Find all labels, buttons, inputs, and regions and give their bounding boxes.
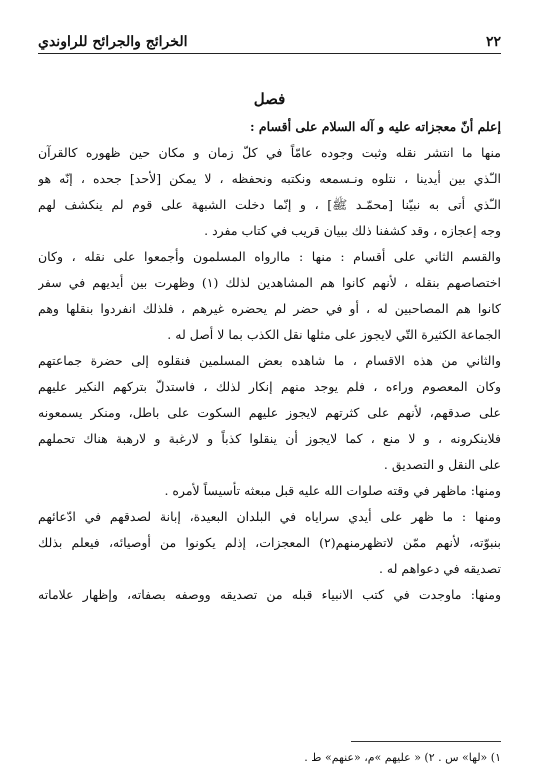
footnote-divider (351, 741, 501, 742)
text-line: إعلم أنّ معجزاته عليه و آله السلام على أقسام : (249, 119, 501, 134)
section-title: فصل (253, 90, 286, 108)
footnotes: ١) «لها» س . ٢) « عليهم »م، «عنهم» ط . (304, 751, 501, 764)
text-line: والقسم الثاني على أقسام : منها : ماارواه المسلمون وأجمعوا على نقله ، وكان (38, 249, 501, 264)
text-line: وكان المعصوم وراءه ، فلم يوجد منهم إنكار لذلك ، فاستدلّ بتركهم النكير عليهم (38, 379, 501, 394)
running-title: الخرائج والجرائح للراوندي (38, 34, 188, 50)
text-line: بنبوّته، لأنهم ممّن لاتظهرمنهم(٢) المعجزات، إذلم يكونوا من أوصيائه، فيعلم بذلك (38, 535, 501, 550)
text-line: على صدقهم، لأنهم على كثرتهم لايجوز عليهم السكوت على باطل، ومنكر يسمعونه (38, 405, 501, 420)
text-line: على النقل و التصديق . (383, 457, 501, 472)
text-line: منها ما انتشر نقله وثبت وجوده عامّاً في كلّ زمان و مكان حين ظهوره كالقرآن (38, 145, 501, 160)
page-number: ٢٢ (485, 34, 501, 50)
text-line: اختصاصهم بنقله ، لأنهم كانوا هم المشاهدين لذلك (١) وظهرت بين أيديهم في سفر (38, 275, 501, 290)
header-divider (38, 53, 501, 54)
text-line: الـّذي بين أيدينا ، نتلوه ونـسمعه ونكتبه ونحفظه ، لا يمكن [لأحد] جحده ، إنّه هو (38, 171, 501, 186)
text-line: ومنها: ماظهر في وقته صلوات الله عليه قبل مبعثه تأسيساً لأمره . (164, 483, 501, 498)
text-line: ومنها: ماوجدت في كتب الانبياء قبله من تصديقه ووصفه بصفاته، وإظهار علاماته (38, 587, 501, 602)
text-line: وجه إعجازه ، وقد كشفنا ذلك ببيان قريب في كتاب مفرد . (204, 223, 501, 238)
page-header (38, 28, 501, 50)
text-line: فلاينكرونه ، و لا منع ، كما لايجوز أن ينقلوا كذباً و لارغبة و لارهبة هناك تحملهم (38, 431, 501, 446)
text-line: ومنها : ما ظهر على أيدي سراياه في البلدان البعيدة، إبانة لصدقهم في ادّعائهم (38, 509, 501, 524)
text-line: الـّذي أتى به نبيّنا [محمّـد ﷺ] ، و إنّما دخلت الشبهة على قوم لم ينكشف لهم (38, 197, 501, 212)
text-line: كانوا هم المصاحبين له ، أو في حضر لم يحضره غيرهم ، فلذلك انفردوا بنقلها وهم (38, 301, 501, 316)
text-line: الجماعة الكثيرة التّي لايجوز على مثلها نقل الكذب بما لا أصل له . (167, 327, 501, 342)
text-line: تصديقه في دعواهم له . (378, 561, 501, 576)
page-body (38, 86, 501, 608)
text-lines (38, 114, 501, 608)
text-line: والثاني من هذه الاقسام ، ما شاهده بعض المسلمين فنقلوه إلى حضرة جماعتهم (38, 353, 501, 368)
